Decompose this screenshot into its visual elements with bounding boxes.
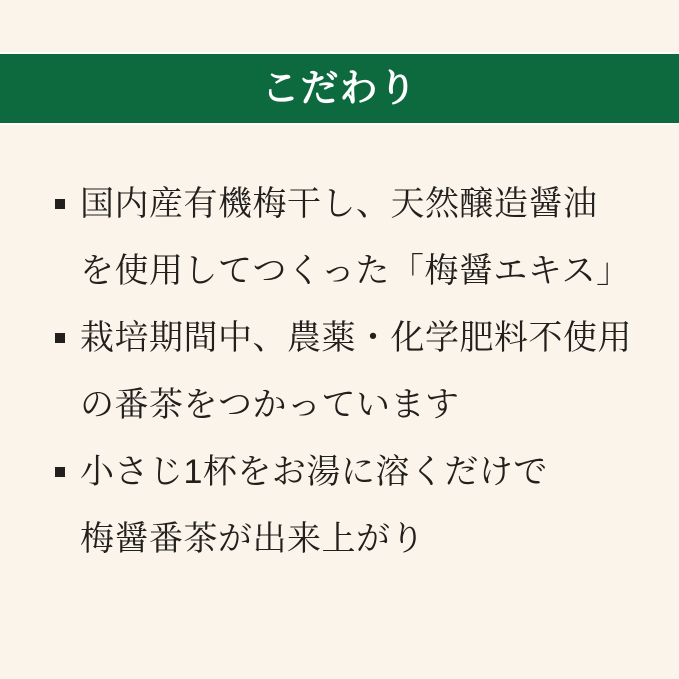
list-item-text xyxy=(80,439,649,573)
bullet-square-icon xyxy=(55,333,65,343)
list-item-line: 栽培期間中、農薬・化学肥料不使用 xyxy=(80,319,632,357)
bullet-square-icon xyxy=(55,199,65,209)
list-item-line: 小さじ1杯をお湯に溶くだけで xyxy=(80,453,548,491)
list-item-text xyxy=(80,305,649,439)
list-item-text xyxy=(80,171,649,305)
section-header-banner xyxy=(0,52,679,125)
bullet-list xyxy=(55,171,649,573)
list-item-line: 国内産有機梅干し、天然醸造醤油 xyxy=(80,185,598,223)
list-item-line: を使用してつくった「梅醤エキス」 xyxy=(80,252,631,290)
list-item xyxy=(55,439,649,573)
list-item xyxy=(55,305,649,439)
list-item-line: の番茶をつかっています xyxy=(80,386,460,424)
bullet-square-icon xyxy=(55,467,65,477)
section-title: こだわり xyxy=(261,67,418,110)
list-item xyxy=(55,171,649,305)
list-item-line: 梅醤番茶が出来上がり xyxy=(80,520,425,558)
